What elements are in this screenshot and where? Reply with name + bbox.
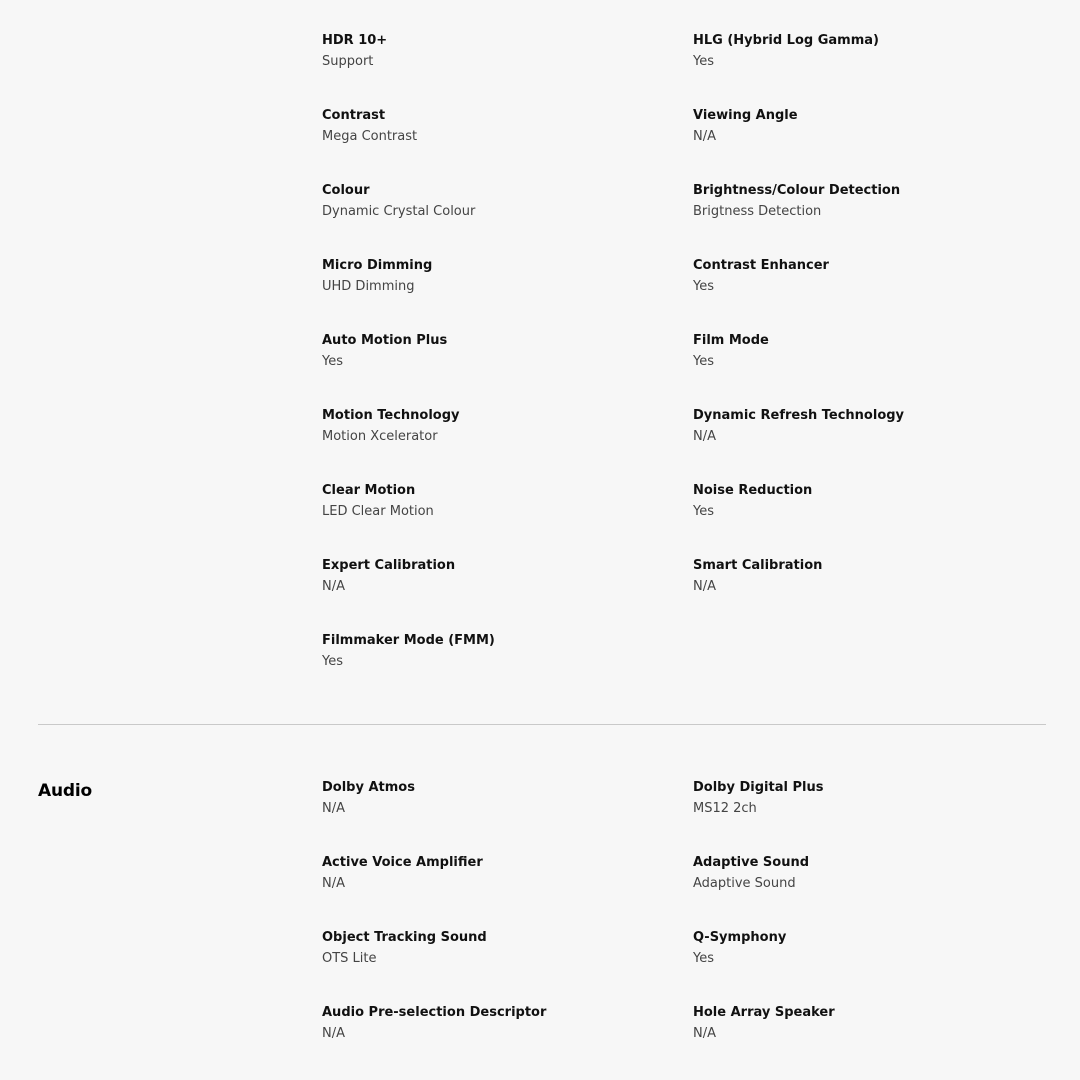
spec-label: HDR 10+ — [322, 33, 388, 48]
spec-value: Support — [322, 54, 374, 69]
spec-label: Contrast — [322, 108, 386, 123]
spec-item — [322, 633, 693, 708]
spec-item — [693, 333, 1042, 408]
spec-label: Micro Dimming — [322, 258, 433, 273]
spec-label: Noise Reduction — [693, 483, 813, 498]
spec-item — [322, 333, 693, 408]
spec-label: Brightness/Colour Detection — [693, 183, 901, 198]
spec-item — [322, 855, 693, 930]
spec-item — [322, 108, 693, 183]
spec-item — [693, 930, 1042, 1005]
spec-value: Yes — [693, 951, 714, 966]
section-divider — [38, 724, 1046, 725]
spec-item — [693, 855, 1042, 930]
spec-value: Yes — [693, 504, 714, 519]
spec-label: Auto Motion Plus — [322, 333, 448, 348]
spec-label: Motion Technology — [322, 408, 460, 423]
spec-item — [322, 780, 693, 855]
spec-item — [322, 930, 693, 1005]
spec-label: Film Mode — [693, 333, 769, 348]
spec-item — [693, 483, 1042, 558]
spec-value: Adaptive Sound — [693, 876, 796, 891]
spec-item — [693, 33, 1042, 108]
spec-label: Filmmaker Mode (FMM) — [322, 633, 495, 648]
spec-label: Hole Array Speaker — [693, 1005, 835, 1020]
spec-label: Active Voice Amplifier — [322, 855, 483, 870]
spec-value: Yes — [693, 54, 714, 69]
picture-spec-grid — [322, 33, 1042, 708]
spec-value: N/A — [693, 429, 716, 444]
audio-spec-grid — [322, 780, 1042, 1080]
spec-value: Yes — [693, 354, 714, 369]
spec-item — [322, 483, 693, 558]
spec-item — [693, 108, 1042, 183]
spec-value: N/A — [322, 579, 345, 594]
spec-item — [693, 558, 1042, 633]
spec-label: Clear Motion — [322, 483, 416, 498]
spec-value: N/A — [322, 801, 345, 816]
spec-value: Yes — [693, 279, 714, 294]
spec-item — [693, 408, 1042, 483]
spec-value: Mega Contrast — [322, 129, 418, 144]
spec-label: Expert Calibration — [322, 558, 456, 573]
spec-item — [322, 558, 693, 633]
spec-item — [693, 258, 1042, 333]
spec-item — [693, 780, 1042, 855]
spec-value: Dynamic Crystal Colour — [322, 204, 476, 219]
spec-label: Viewing Angle — [693, 108, 798, 123]
spec-value: MS12 2ch — [693, 801, 757, 816]
spec-item — [693, 183, 1042, 258]
spec-label: Contrast Enhancer — [693, 258, 829, 273]
section-title-audio: Audio — [38, 781, 92, 801]
spec-value: Yes — [322, 354, 343, 369]
spec-value: N/A — [693, 129, 716, 144]
spec-label: Audio Pre-selection Descriptor — [322, 1005, 547, 1020]
spec-value: N/A — [693, 1026, 716, 1041]
spec-value: Yes — [322, 654, 343, 669]
spec-value: OTS Lite — [322, 951, 377, 966]
spec-item — [322, 258, 693, 333]
spec-value: N/A — [322, 876, 345, 891]
spec-value: N/A — [322, 1026, 345, 1041]
spec-label: Dolby Digital Plus — [693, 780, 824, 795]
spec-label: Q-Symphony — [693, 930, 787, 945]
spec-label: Object Tracking Sound — [322, 930, 487, 945]
spec-value: LED Clear Motion — [322, 504, 434, 519]
spec-label: Dolby Atmos — [322, 780, 415, 795]
spec-label: Smart Calibration — [693, 558, 823, 573]
spec-value: UHD Dimming — [322, 279, 415, 294]
spec-label: HLG (Hybrid Log Gamma) — [693, 33, 879, 48]
spec-label: Adaptive Sound — [693, 855, 810, 870]
spec-label: Dynamic Refresh Technology — [693, 408, 905, 423]
spec-item — [322, 1005, 693, 1080]
spec-label: Colour — [322, 183, 370, 198]
spec-value: N/A — [693, 579, 716, 594]
spec-item — [322, 408, 693, 483]
spec-item — [322, 183, 693, 258]
spec-item — [322, 33, 693, 108]
spec-value: Motion Xcelerator — [322, 429, 438, 444]
spec-item — [693, 1005, 1042, 1080]
spec-value: Brigtness Detection — [693, 204, 822, 219]
